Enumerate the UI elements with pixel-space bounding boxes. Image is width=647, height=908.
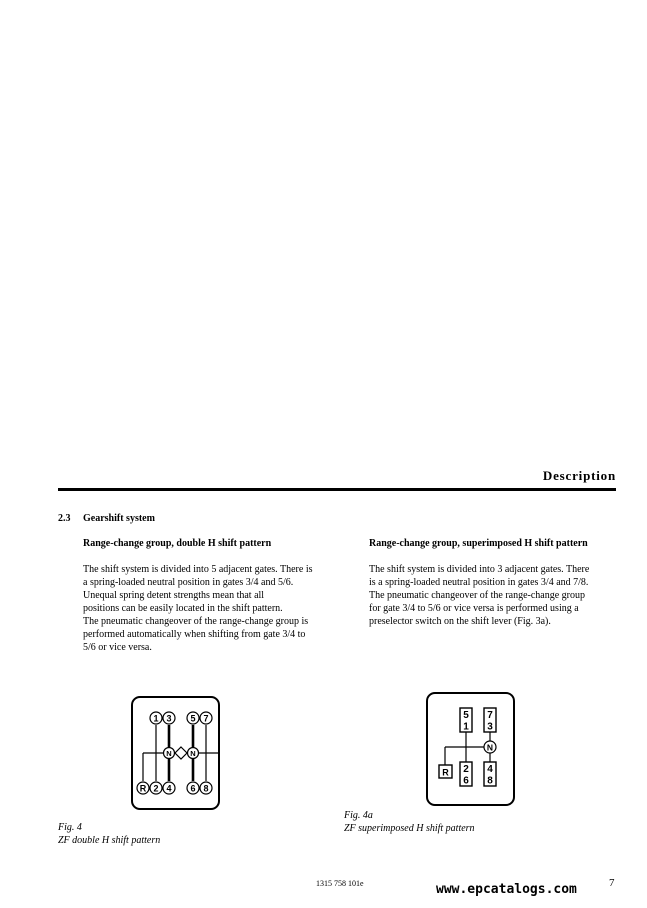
double-h-shift-diagram: [131, 696, 220, 810]
detent-diamond: [175, 747, 187, 759]
document-number: 1315 758 101e: [316, 879, 364, 888]
gear-label: 1: [153, 713, 159, 724]
text-line: preselector switch on the shift lever (Fig. 3a).: [369, 616, 551, 627]
text-line: The pneumatic changeover of the range-change group is: [83, 616, 309, 627]
section-heading: [58, 513, 155, 524]
gear-label: 4: [166, 783, 172, 794]
gear-label: 5: [190, 713, 196, 724]
text-line: is a spring-loaded neutral position in gates 3/4 and 7/8.: [369, 577, 589, 588]
figure-4-caption: [58, 821, 160, 847]
gear-label: 6: [463, 775, 469, 787]
superimposed-h-shift-diagram: [426, 692, 515, 806]
figure-4a-caption: [344, 809, 475, 835]
text-line: The pneumatic changeover of the range-change group: [369, 590, 586, 601]
header-rule: [58, 488, 616, 491]
text-line: positions can be easily located in the shift pattern.: [83, 603, 283, 614]
section-header: Description: [542, 468, 616, 483]
caption-title: ZF superimposed H shift pattern: [344, 823, 475, 834]
gear-label: 4: [487, 764, 493, 775]
gear-label: 2: [153, 783, 159, 794]
gear-label: 7: [203, 713, 209, 724]
text-line: Unequal spring detent strengths mean that all: [83, 590, 265, 601]
right-subheading: Range-change group, superimposed H shift pattern: [369, 538, 588, 549]
gear-label: 7: [487, 710, 493, 721]
text-line: The shift system is divided into 5 adjacent gates. There is: [83, 564, 313, 575]
neutral-label: N: [486, 742, 494, 753]
section-title: Gearshift system: [83, 513, 155, 524]
neutral-label: N: [166, 749, 172, 758]
gear-label: 5: [463, 710, 469, 721]
left-subheading: Range-change group, double H shift pattern: [83, 538, 272, 549]
text-line: The shift system is divided into 3 adjacent gates. There: [369, 564, 590, 575]
watermark-link[interactable]: www.epcatalogs.com: [436, 882, 577, 897]
gear-label: 3: [166, 713, 172, 724]
text-line: a spring-loaded neutral position in gates 3/4 and 5/6.: [83, 577, 294, 588]
right-paragraph: [369, 563, 589, 628]
gear-label: 3: [487, 721, 493, 733]
page-number: 7: [609, 877, 615, 889]
caption-number: Fig. 4: [58, 822, 82, 833]
text-line: performed automatically when shifting from gate 3/4 to: [83, 629, 306, 640]
neutral-label: N: [190, 749, 196, 758]
caption-number: Fig. 4a: [344, 810, 373, 821]
left-paragraph: [83, 563, 313, 654]
gear-label: 6: [190, 783, 196, 794]
gear-label: 8: [203, 783, 209, 794]
gear-label: 2: [463, 764, 469, 775]
text-line: for gate 3/4 to 5/6 or vice versa is performed using a: [369, 603, 579, 614]
text-line: 5/6 or vice versa.: [83, 642, 152, 653]
reverse-label: R: [442, 767, 449, 778]
gear-label: 8: [487, 775, 493, 787]
section-number: 2.3: [58, 513, 71, 524]
caption-title: ZF double H shift pattern: [58, 835, 161, 846]
gear-label: 1: [463, 721, 469, 733]
reverse-label: R: [139, 783, 147, 794]
